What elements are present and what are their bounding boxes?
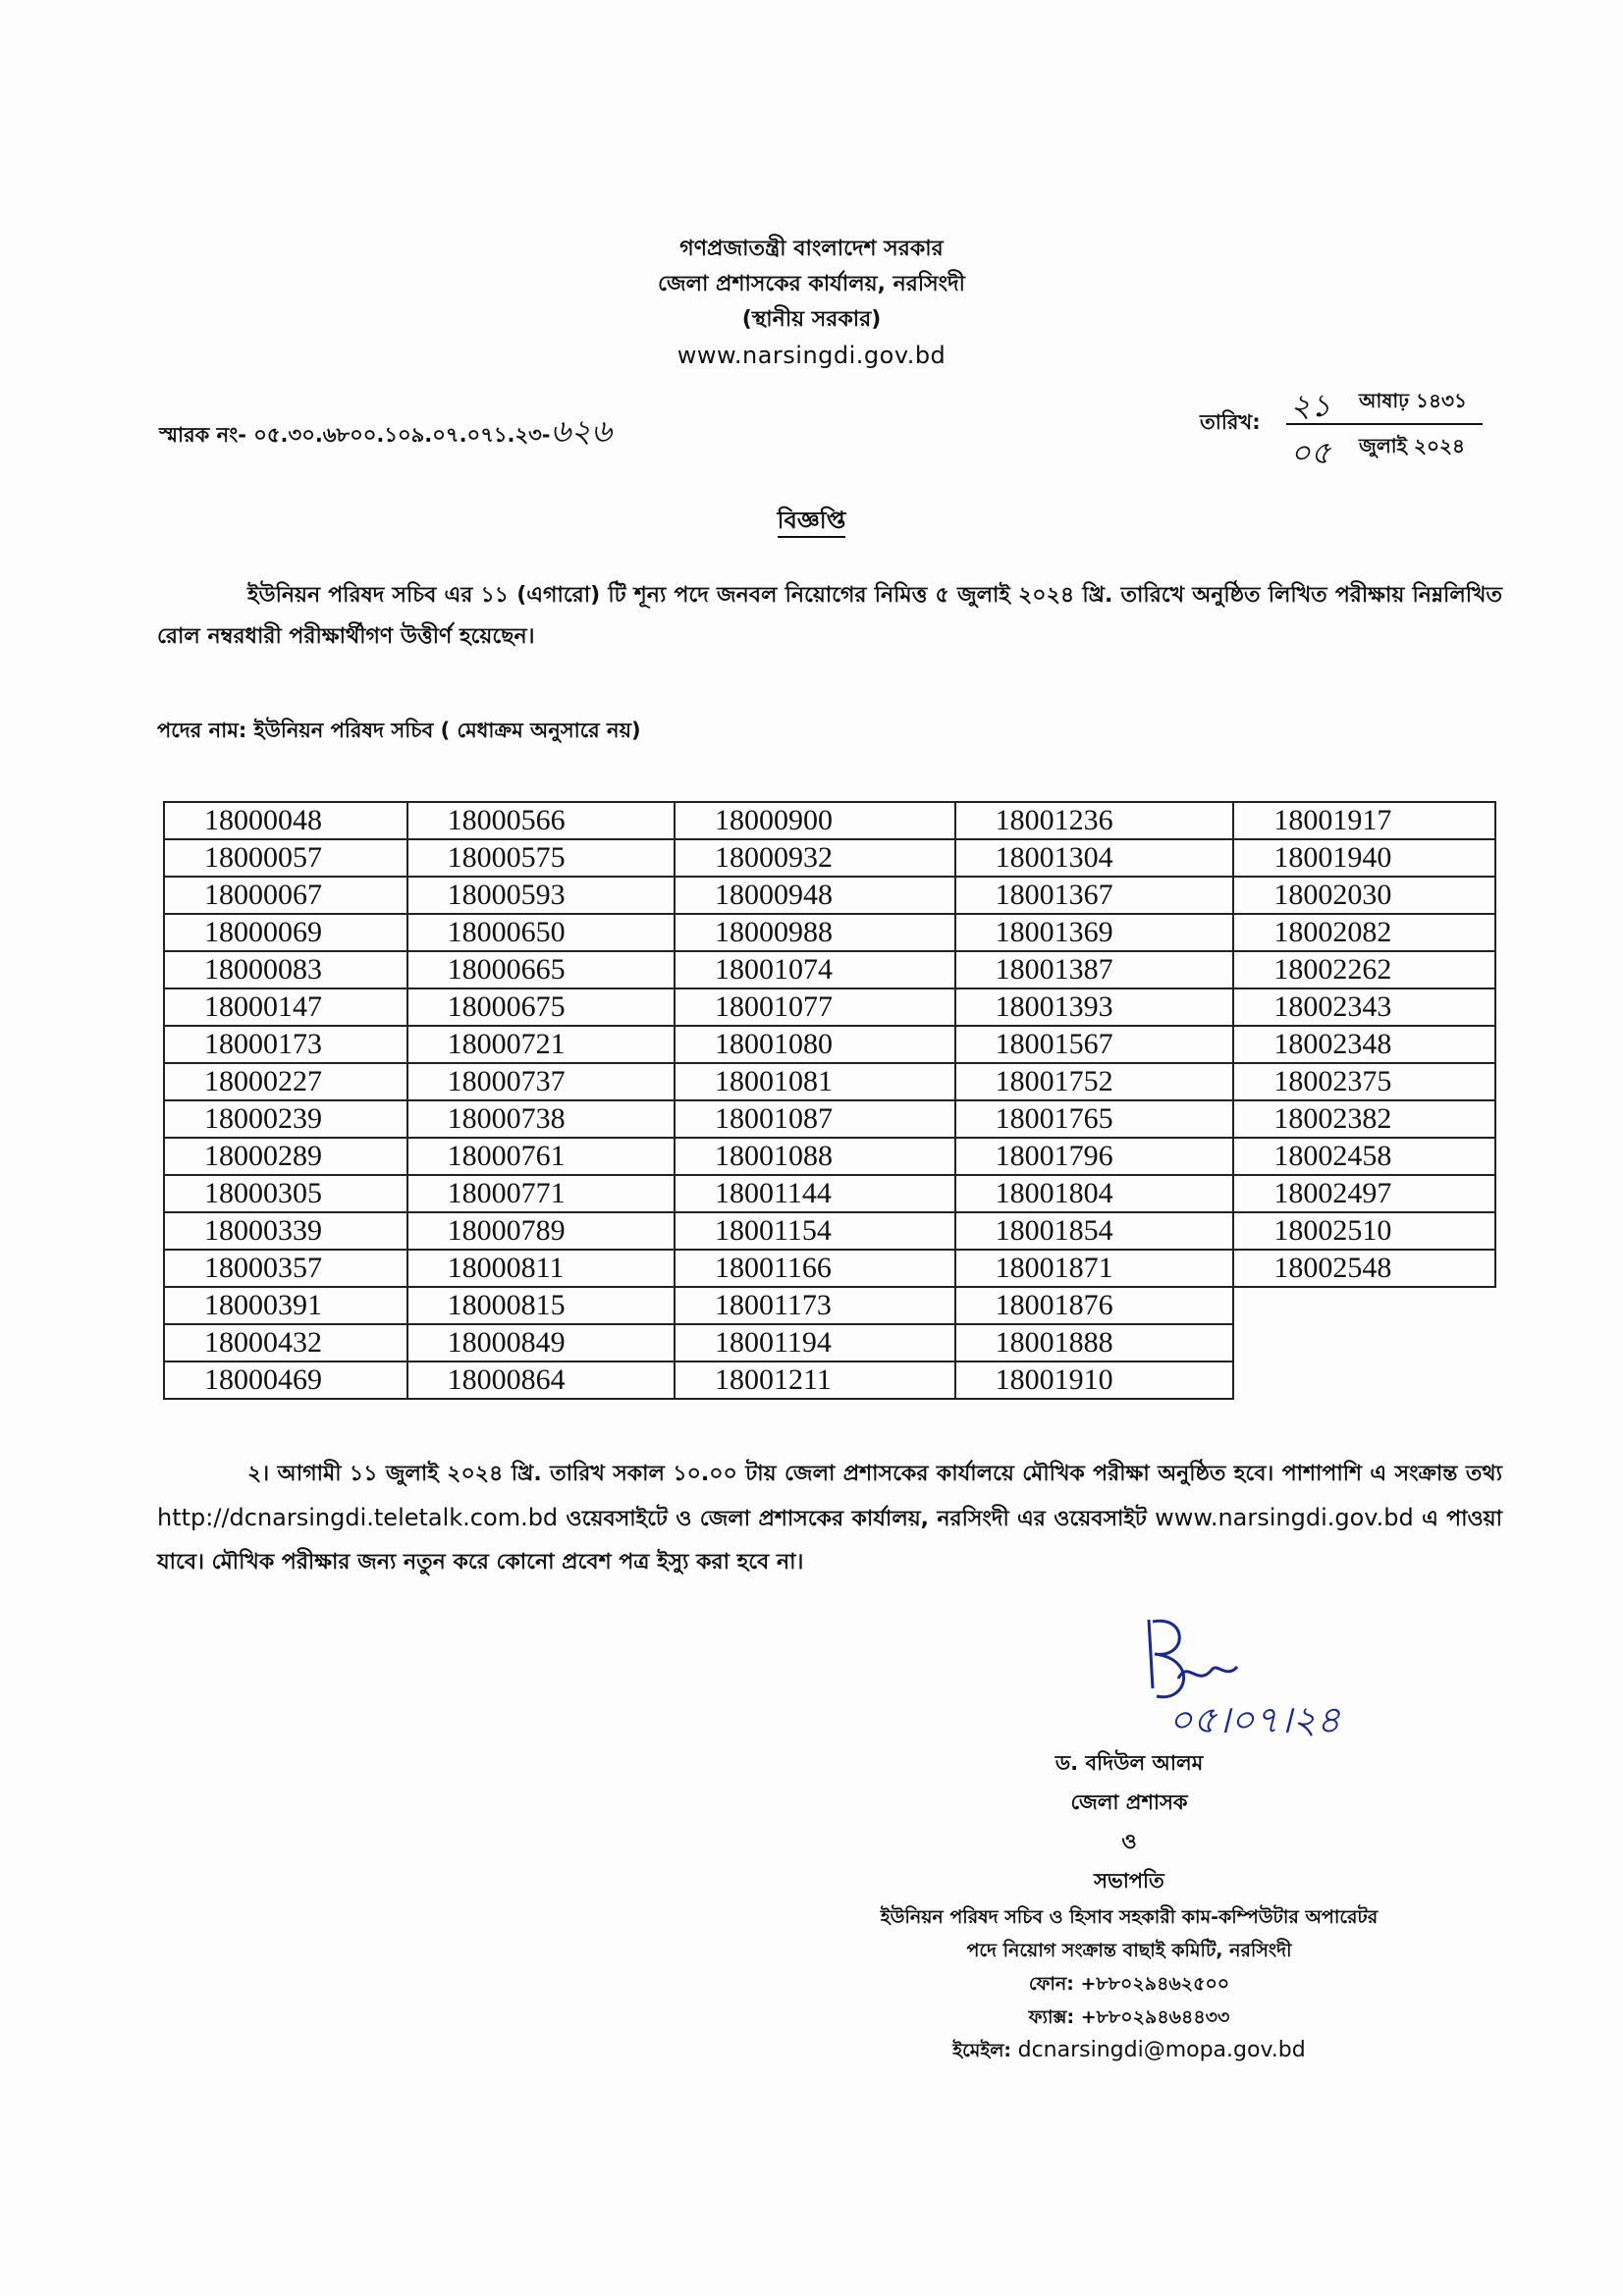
section-name: (স্থানীয় সরকার)	[741, 307, 882, 332]
table-row	[164, 914, 1495, 951]
notice-paragraph-2: ২। আগামী ১১ জুলাই ২০২৪ খ্রি. তারিখ সকাল ১০.০০ টায় জেলা প্রশাসকের কার্যালয়ে মৌখিক পরীক্ষা অনুষ্ঠিত হবে। পাশাপাশি এ সংক্রান্ত তথ্য http://dcnarsingdi.teletalk.com.bd ওয়েবসাইটে ও জেলা প্রশাসকের কার্যালয়, নরসিংদী এর ওয়েবসাইট www.narsingdi.gov.bd এ পাওয়া যাবে। মৌখিক পরীক্ষার জন্য নতুন করে কোনো প্রবেশ পত্র ইস্যু করা হবে না।	[157, 1462, 1502, 1575]
email-line: ইমেইল: dcnarsingdi@mopa.gov.bd	[952, 2038, 1306, 2062]
roll-number-cell: 18001087	[675, 1100, 955, 1138]
roll-number-cell: 18002382	[1233, 1100, 1495, 1138]
table-row	[164, 1212, 1495, 1250]
roll-number-cell: 18002458	[1233, 1138, 1495, 1175]
roll-number-cell: 18000566	[407, 802, 675, 839]
roll-number-table	[163, 801, 1496, 1400]
roll-number-cell: 18001567	[955, 1026, 1234, 1063]
roll-number-cell: 18001765	[955, 1100, 1234, 1138]
district-website-url[interactable]: www.narsingdi.gov.bd	[1155, 1504, 1414, 1531]
english-day: ০৫	[1290, 434, 1331, 471]
roll-number-cell: 18001940	[1233, 839, 1495, 877]
roll-number-cell: 18000083	[164, 951, 407, 988]
empty-cell	[1233, 1287, 1495, 1324]
roll-number-cell: 18000339	[164, 1212, 407, 1250]
letterhead	[0, 232, 1623, 373]
empty-cell	[1233, 1324, 1495, 1362]
roll-number-cell: 18001088	[675, 1138, 955, 1175]
roll-number-cell: 18001854	[955, 1212, 1234, 1250]
roll-number-cell: 18000069	[164, 914, 407, 951]
roll-number-cell: 18000849	[407, 1324, 675, 1362]
memo-number	[159, 406, 612, 459]
roll-number-cell: 18000665	[407, 951, 675, 988]
roll-number-cell: 18000575	[407, 839, 675, 877]
roll-number-cell: 18000675	[407, 988, 675, 1026]
post-name: পদের নাম: ইউনিয়ন পরিষদ সচিব ( মেধাক্রম অনুসারে নয়)	[157, 719, 641, 742]
roll-number-cell: 18001752	[955, 1063, 1234, 1100]
roll-number-cell: 18001876	[955, 1287, 1234, 1324]
table-row	[164, 1063, 1495, 1100]
roll-number-cell: 18000048	[164, 802, 407, 839]
government-name: গণপ্রজাতন্ত্রী বাংলাদেশ সরকার	[679, 237, 944, 261]
phone-number: ফোন: +৮৮০২৯৪৬২৫০০	[1028, 1973, 1230, 1995]
roll-number-cell: 18001369	[955, 914, 1234, 951]
roll-number-cell: 18000988	[675, 914, 955, 951]
roll-number-cell: 18001074	[675, 951, 955, 988]
roll-number-cell: 18001304	[955, 839, 1234, 877]
bangla-day: ২১	[1290, 387, 1331, 424]
roll-number-cell: 18000721	[407, 1026, 675, 1063]
roll-number-cell: 18000811	[407, 1250, 675, 1287]
signatory-name: ড. বদিউল আলম	[1055, 1751, 1204, 1775]
office-website: www.narsingdi.gov.bd	[676, 342, 947, 369]
roll-number-cell: 18001236	[955, 802, 1234, 839]
roll-number-cell: 18002082	[1233, 914, 1495, 951]
roll-number-cell: 18000432	[164, 1324, 407, 1362]
empty-cell	[1233, 1362, 1495, 1399]
table-row	[164, 1250, 1495, 1287]
roll-number-cell: 18000305	[164, 1175, 407, 1212]
signatory-designation: জেলা প্রশাসক	[1070, 1790, 1188, 1814]
fax-number: ফ্যাক্স: +৮৮০২৯৪৬৪৪৩৩	[1028, 2006, 1230, 2028]
roll-number-cell: 18000593	[407, 877, 675, 914]
roll-number-cell: 18001194	[675, 1324, 955, 1362]
roll-number-cell: 18000173	[164, 1026, 407, 1063]
roll-number-cell: 18002348	[1233, 1026, 1495, 1063]
roll-number-cell: 18002375	[1233, 1063, 1495, 1100]
office-name: জেলা প্রশাসকের কার্যালয়, নরসিংদী	[658, 272, 965, 296]
roll-number-cell: 18002262	[1233, 951, 1495, 988]
roll-number-cell: 18001080	[675, 1026, 955, 1063]
roll-number-cell: 18000864	[407, 1362, 675, 1399]
date-divider	[1286, 423, 1483, 425]
roll-number-cell: 18001081	[675, 1063, 955, 1100]
roll-number-cell: 18000147	[164, 988, 407, 1026]
roll-number-cell: 18001393	[955, 988, 1234, 1026]
roll-number-cell: 18000815	[407, 1287, 675, 1324]
memo-handwritten-number: ৬২৬	[550, 412, 612, 450]
roll-number-cell: 18000227	[164, 1063, 407, 1100]
roll-number-cell: 18001888	[955, 1324, 1234, 1362]
committee-line-2: পদে নিয়োগ সংক্রান্ত বাছাই কমিটি, নরসিংদী	[966, 1940, 1292, 1961]
notice-paragraph-1: ইউনিয়ন পরিষদ সচিব এর ১১ (এগারো) টি শূন্য পদে জনবল নিয়োগের নিমিত্ত ৫ জুলাই ২০২৪ খ্রি. তারিখে অনুষ্ঠিত লিখিত পরীক্ষায় নিম্নলিখিত রোল নম্বরধারী পরীক্ষার্থীগণ উত্তীর্ণ হয়েছেন।	[157, 583, 1502, 649]
roll-number-cell: 18000357	[164, 1250, 407, 1287]
roll-number-cell: 18000948	[675, 877, 955, 914]
roll-number-cell: 18000650	[407, 914, 675, 951]
signature-date: ০৫।০৭।২৪	[1168, 1698, 1341, 1741]
signatory-and: ও	[1121, 1830, 1137, 1853]
notice-title: বিজ্ঞপ্তি	[0, 503, 1623, 542]
roll-number-cell: 18000067	[164, 877, 407, 914]
table-row	[164, 1287, 1495, 1324]
signatory-block	[785, 1743, 1473, 2067]
table-row	[164, 802, 1495, 839]
table-row	[164, 839, 1495, 877]
roll-number-cell: 18000057	[164, 839, 407, 877]
roll-number-cell: 18000289	[164, 1138, 407, 1175]
roll-number-cell: 18002497	[1233, 1175, 1495, 1212]
roll-number-cell: 18000789	[407, 1212, 675, 1250]
roll-number-cell: 18001211	[675, 1362, 955, 1399]
roll-number-cell: 18000391	[164, 1287, 407, 1324]
roll-number-cell: 18001871	[955, 1250, 1234, 1287]
roll-number-cell: 18001077	[675, 988, 955, 1026]
signatory-role: সভাপতি	[1094, 1869, 1164, 1893]
roll-number-cell: 18000469	[164, 1362, 407, 1399]
roll-number-cell: 18001796	[955, 1138, 1234, 1175]
roll-number-cell: 18000900	[675, 802, 955, 839]
roll-number-cell: 18002510	[1233, 1212, 1495, 1250]
committee-line-1: ইউনিয়ন পরিষদ সচিব ও হিসাব সহকারী কাম-কম্পিউটার অপারেটর	[880, 1906, 1379, 1928]
roll-number-cell: 18000761	[407, 1138, 675, 1175]
date-label: তারিখ:	[1200, 410, 1261, 434]
teletalk-url[interactable]: http://dcnarsingdi.teletalk.com.bd	[157, 1504, 559, 1531]
roll-number-cell: 18001917	[1233, 802, 1495, 839]
roll-number-cell: 18001144	[675, 1175, 955, 1212]
english-month-year: জুলাই ২০২৪	[1359, 434, 1465, 457]
roll-number-cell: 18000932	[675, 839, 955, 877]
email-address[interactable]: dcnarsingdi@mopa.gov.bd	[1017, 2038, 1306, 2062]
table-row	[164, 1175, 1495, 1212]
roll-number-cell: 18001154	[675, 1212, 955, 1250]
roll-number-cell: 18002343	[1233, 988, 1495, 1026]
memo-label: স্মারক নং- ০৫.৩০.৬৮০০.১০৯.০৭.০৭১.২৩-	[159, 423, 551, 447]
table-row	[164, 1138, 1495, 1175]
roll-number-cell: 18001166	[675, 1250, 955, 1287]
date-block	[1200, 381, 1494, 471]
table-row	[164, 1100, 1495, 1138]
roll-number-cell: 18001173	[675, 1287, 955, 1324]
table-row	[164, 951, 1495, 988]
roll-number-cell: 18002030	[1233, 877, 1495, 914]
roll-number-cell: 18001910	[955, 1362, 1234, 1399]
roll-number-cell: 18001804	[955, 1175, 1234, 1212]
table-row	[164, 1362, 1495, 1399]
table-row	[164, 877, 1495, 914]
roll-number-cell: 18000771	[407, 1175, 675, 1212]
roll-number-cell: 18000738	[407, 1100, 675, 1138]
roll-number-cell: 18002548	[1233, 1250, 1495, 1287]
table-row	[164, 988, 1495, 1026]
table-row	[164, 1324, 1495, 1362]
bangla-month-year: আষাঢ় ১৪৩১	[1359, 389, 1467, 412]
roll-number-cell: 18001387	[955, 951, 1234, 988]
roll-number-cell: 18000737	[407, 1063, 675, 1100]
roll-number-cell: 18000239	[164, 1100, 407, 1138]
table-row	[164, 1026, 1495, 1063]
roll-number-cell: 18001367	[955, 877, 1234, 914]
